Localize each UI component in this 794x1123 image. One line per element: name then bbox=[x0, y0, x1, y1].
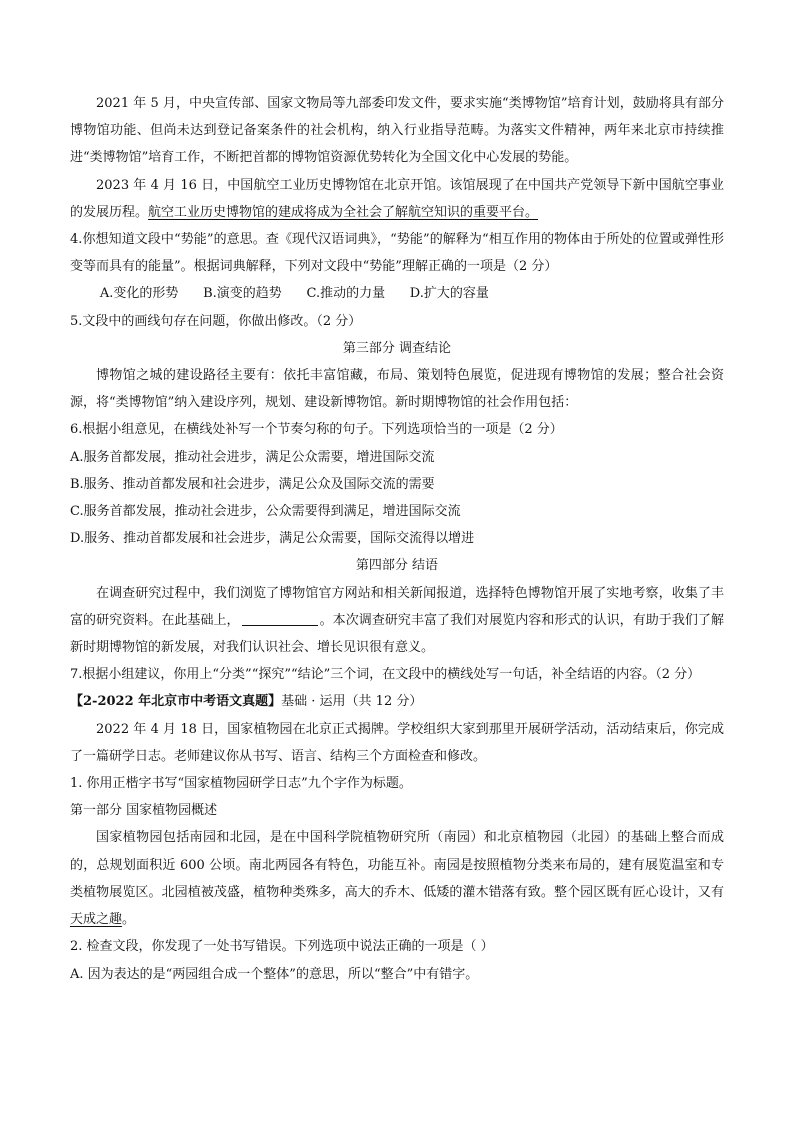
part-2-intro: 2022 年 4 月 18 日，国家植物园在北京正式揭牌。学校组织大家到那里开展研学活动，活动结束后，你完成了一篇研学日志。老师建议你从书写、语言、结构三个方面检查和修改。 bbox=[70, 721, 724, 764]
section-4-title: 第四部分 结语 bbox=[355, 558, 439, 574]
question-7: 7.根据小组建议，你用上“分类”“探究”“结论”三个词，在文段中的横线处写一句话，补全结语的内容。（2 分） bbox=[70, 667, 701, 683]
part-2-heading-rest: 基础 · 运用（共 12 分） bbox=[281, 694, 423, 710]
part-2-question-2: 2. 检查文段，你发现了一处书写错误。下列选项中说法正确的一项是（ ） bbox=[70, 939, 494, 955]
q6-option-c: C.服务首都发展，推动社会进步，公众需要得到满足，增进国际交流 bbox=[70, 504, 461, 520]
q4-option-a: A.变化的形势 bbox=[99, 286, 179, 302]
section-4-text-b: 。本次调查研究丰富了我们对展览内容和形式的认识，有助于我们了解新时期博物馆的新发展，对我们认识社会、增长见识很有意义。 bbox=[70, 612, 724, 656]
q6-option-b: B.服务、推动首都发展和社会进步，满足公众及国际交流的需要 bbox=[70, 476, 435, 492]
section-4-paragraph bbox=[70, 580, 724, 662]
q6-option-a: A.服务首都发展，推动社会进步，满足公众需要，增进国际交流 bbox=[70, 449, 435, 465]
section-4-text-a: 在调查研究过程中，我们浏览了博物馆官方网站和相关新闻报道，选择特色博物馆开展了实地考察，收集了丰富的研究资料。在此基础上， bbox=[70, 585, 724, 628]
part-2-section-1-title: 第一部分 国家植物园概述 bbox=[70, 803, 218, 819]
q4-option-d: D.扩大的容量 bbox=[409, 286, 489, 302]
q6-option-d: D.服务、推动首都发展和社会进步，满足公众需要，国际交流得以增进 bbox=[70, 531, 475, 547]
underlined-phrase: 天成之趣 bbox=[70, 912, 123, 928]
intro-paragraph-1: 2021 年 5 月，中央宣传部、国家文物局等九部委印发文件，要求实施“类博物馆”培育计划，鼓励将具有部分博物馆功能、但尚未达到登记备案条件的社会机构，纳入行业指导范畴。为落实文件精神，两年来北京市持续推进“类博物馆”培育工作，不断把首都的博物馆资源优势转化为全国文化中心发展的势能。 bbox=[70, 96, 724, 166]
answer-blank[interactable] bbox=[242, 612, 318, 626]
section-3-title: 第三部分 调查结论 bbox=[342, 340, 452, 356]
question-4: 4.你想知道文段中“势能”的意思。查《现代汉语词典》，“势能”的解释为“相互作用的物体由于所处的位置或弹性形变等而具有的能量”。根据词典解释，下列对文段中“势能”理解正确的一项是（2 分） bbox=[70, 232, 724, 275]
part-2-paragraph-end: 。 bbox=[122, 912, 136, 928]
q4-option-b: B.演变的趋势 bbox=[203, 286, 282, 302]
part-2-heading bbox=[70, 688, 724, 715]
underlined-sentence: 航空工业历史博物馆的建成将成为全社会了解航空知识的重要平台。 bbox=[148, 204, 539, 220]
question-6: 6.根据小组意见，在横线处补写一个节奏匀称的句子。下列选项恰当的一项是（2 分） bbox=[70, 422, 563, 438]
part-2-question-1: 1. 你用正楷字书写“国家植物园研学日志”九个字作为标题。 bbox=[70, 776, 412, 792]
part-2-paragraph-text: 国家植物园包括南园和北园，是在中国科学院植物研究所（南园）和北京植物园（北园）的基础上整合而成的，总规划面积近 600 公顷。南北两园各有特色，功能互补。南园是按照植物分类来布局的，建有展览温室和专类植物展览区。北园植被茂盛，植物种类殊多，高大的乔木、低矮的灌木错落有致。整个园区既有匠心设计，又有 bbox=[70, 830, 724, 900]
part-2-heading-bold: 【2-2022 年北京市中考语文真题】 bbox=[70, 694, 282, 710]
document-page bbox=[70, 90, 724, 988]
q4-option-c: C.推动的力量 bbox=[306, 286, 386, 302]
part-2-paragraph bbox=[70, 824, 724, 933]
question-4-options bbox=[70, 280, 724, 307]
part-2-q2-option-a: A. 因为表达的是“两园组合成一个整体”的意思，所以“整合”中有错字。 bbox=[70, 966, 479, 982]
paragraph-2-text: 2023 年 4 月 16 日，中国航空工业历史博物馆在北京开馆。该馆展现了在中国共产党领导下新中国航空事业的发展历程。 bbox=[70, 177, 724, 220]
intro-paragraph-2 bbox=[70, 172, 724, 226]
question-5: 5.文段中的画线句存在问题，你做出修改。（2 分） bbox=[70, 313, 362, 329]
section-3-paragraph: 博物馆之城的建设路径主要有：依托丰富馆藏，布局、策划特色展览，促进现有博物馆的发展；整合社会资源，将“类博物馆”纳入建设序列，规划、建设新博物馆。新时期博物馆的社会作用包括： bbox=[70, 368, 724, 411]
